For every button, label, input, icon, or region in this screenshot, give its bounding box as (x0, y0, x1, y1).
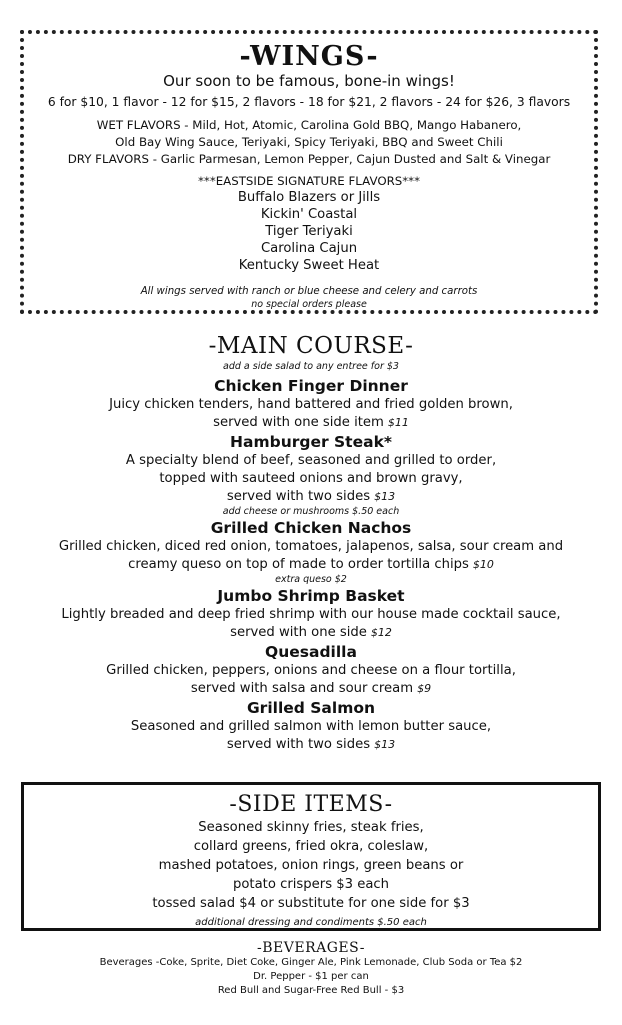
wings-prices: 6 for $10, 1 flavor - 12 for $15, 2 flavors - 18 for $21, 2 flavors - 24 for $26, 3 flavors (47, 95, 571, 109)
main-course-addon: add a side salad to any entree for $3 (223, 361, 399, 372)
wings-section (20, 30, 598, 314)
wet-flavors-line-1: WET FLAVORS - Mild, Hot, Atomic, Carolina Gold BBQ, Mango Habanero, (96, 118, 522, 132)
item-desc-text: served with two sides (226, 489, 371, 504)
signature-flavor: Buffalo Blazers or Jills (237, 190, 381, 205)
beverages-line: Beverages -Coke, Sprite, Diet Coke, Ginger Ale, Pink Lemonade, Club Soda or Tea $2 (99, 957, 523, 968)
signature-flavors-list (24, 189, 594, 274)
item-desc: Grilled chicken, peppers, onions and cheese on a flour tortilla, (106, 663, 516, 678)
wings-note: All wings served with ranch or blue cheese and celery and carrots (140, 286, 478, 297)
item-extra: extra queso $2 (275, 574, 347, 585)
item-desc-text: served with salsa and sour cream (190, 681, 414, 696)
signature-flavor: Tiger Teriyaki (265, 224, 353, 239)
item-desc (0, 680, 622, 698)
side-items-section (21, 782, 601, 931)
item-name: Quesadilla (265, 643, 357, 661)
signature-flavor: Kickin' Coastal (260, 207, 358, 222)
item-price: $12 (370, 626, 392, 639)
signature-flavor: Carolina Cajun (260, 241, 358, 256)
item-desc-text: creamy queso on top of made to order tortilla chips (128, 557, 469, 572)
wings-subtitle: Our soon to be famous, bone-in wings! (163, 72, 455, 90)
item-name: Grilled Chicken Nachos (210, 519, 412, 537)
menu-item (0, 518, 622, 586)
beverages-section (0, 940, 622, 998)
item-desc (0, 624, 622, 642)
side-items-line: tossed salad $4 or substitute for one side for $3 (152, 896, 470, 911)
item-price: $10 (472, 558, 494, 571)
main-course-section (0, 333, 622, 754)
item-desc: Juicy chicken tenders, hand battered and fried golden brown, (109, 397, 513, 412)
item-name: Jumbo Shrimp Basket (217, 587, 405, 605)
menu-item (0, 642, 622, 698)
beverages-title: -BEVERAGES- (257, 940, 365, 956)
item-price: $13 (374, 490, 396, 503)
item-desc: Seasoned and grilled salmon with lemon butter sauce, (130, 719, 492, 734)
wings-title: -WINGS- (239, 41, 379, 72)
menu-item (0, 586, 622, 642)
item-desc-text: served with one side item (213, 415, 384, 430)
wet-flavors-line-2: Old Bay Wing Sauce, Teriyaki, Spicy Teriyaki, BBQ and Sweet Chili (115, 135, 503, 149)
item-desc (0, 736, 622, 754)
item-desc: topped with sauteed onions and brown gravy, (159, 471, 463, 486)
item-name: Hamburger Steak* (230, 433, 392, 451)
item-desc (0, 414, 622, 432)
item-price: $13 (374, 738, 396, 751)
menu-item (0, 432, 622, 518)
side-items-title: -SIDE ITEMS- (229, 792, 393, 817)
side-items-line: potato crispers $3 each (232, 877, 390, 892)
item-desc-text: served with one side (230, 625, 367, 640)
side-items-line: Seasoned skinny fries, steak fries, (198, 820, 424, 835)
item-price: $11 (387, 416, 409, 429)
item-name: Chicken Finger Dinner (214, 377, 408, 395)
wings-note-no-special: no special orders please (251, 299, 367, 310)
wings-flavors (24, 117, 594, 168)
side-items-note: additional dressing and condiments $.50 each (195, 917, 427, 928)
side-items-line: collard greens, fried okra, coleslaw, (193, 839, 429, 854)
item-desc (0, 556, 622, 574)
side-items-line: mashed potatoes, onion rings, green beans or (158, 858, 464, 873)
item-price: $9 (417, 682, 432, 695)
menu-item (0, 376, 622, 432)
item-name: Grilled Salmon (246, 699, 376, 717)
beverages-line: Dr. Pepper - $1 per can (253, 971, 369, 982)
signature-flavor: Kentucky Sweet Heat (238, 258, 380, 273)
item-desc: Grilled chicken, diced red onion, tomatoes, jalapenos, salsa, sour cream and (58, 539, 564, 554)
item-desc (0, 488, 622, 506)
item-desc: A specialty blend of beef, seasoned and grilled to order, (125, 453, 497, 468)
dry-flavors-line: DRY FLAVORS - Garlic Parmesan, Lemon Pepper, Cajun Dusted and Salt & Vinegar (67, 152, 551, 166)
menu-item (0, 698, 622, 754)
beverages-line: Red Bull and Sugar-Free Red Bull - $3 (217, 985, 405, 996)
item-desc: Lightly breaded and deep fried shrimp with our house made cocktail sauce, (61, 607, 561, 622)
main-course-title: -MAIN COURSE- (208, 333, 414, 359)
item-desc-text: served with two sides (226, 737, 371, 752)
item-extra: add cheese or mushrooms $.50 each (222, 506, 400, 517)
signature-flavors-title: ***EASTSIDE SIGNATURE FLAVORS*** (198, 174, 420, 188)
